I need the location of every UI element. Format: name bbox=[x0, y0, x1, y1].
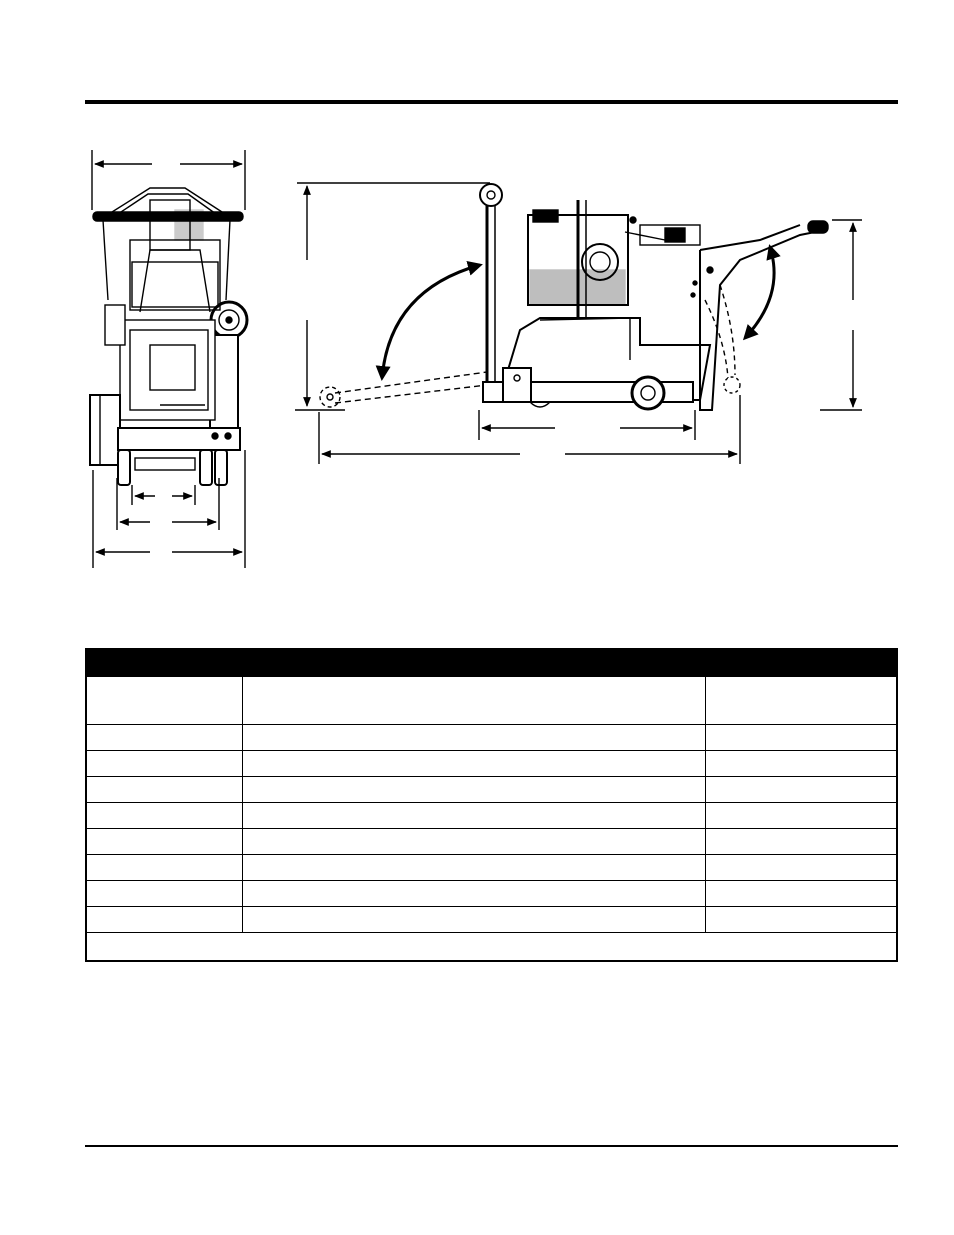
table-header-row bbox=[86, 649, 897, 677]
header-cell bbox=[242, 649, 705, 677]
table-cell bbox=[706, 855, 897, 881]
table-cell bbox=[242, 725, 705, 751]
front-view-illustration bbox=[90, 150, 247, 568]
table-row bbox=[86, 751, 897, 777]
table-row bbox=[86, 829, 897, 855]
table-cell bbox=[86, 907, 242, 933]
table-cell bbox=[242, 751, 705, 777]
table-cell bbox=[86, 677, 242, 725]
table-cell bbox=[242, 677, 705, 725]
table-cell bbox=[706, 803, 897, 829]
table-row bbox=[86, 803, 897, 829]
table-cell bbox=[242, 803, 705, 829]
table-cell bbox=[86, 725, 242, 751]
header-rule bbox=[85, 100, 898, 104]
table-cell bbox=[706, 881, 897, 907]
table-cell bbox=[86, 751, 242, 777]
dimensions-figure bbox=[0, 140, 954, 580]
table-footnote-row bbox=[86, 933, 897, 962]
table-cell bbox=[706, 829, 897, 855]
table-cell bbox=[242, 855, 705, 881]
table-cell bbox=[86, 829, 242, 855]
table-row bbox=[86, 725, 897, 751]
table-cell bbox=[706, 907, 897, 933]
side-view-illustration bbox=[295, 183, 862, 464]
header-cell bbox=[706, 649, 897, 677]
table-footnote bbox=[86, 933, 897, 962]
table-row bbox=[86, 855, 897, 881]
table-cell bbox=[86, 881, 242, 907]
table-cell bbox=[242, 829, 705, 855]
table-row bbox=[86, 777, 897, 803]
table-cell bbox=[86, 777, 242, 803]
footer-rule bbox=[85, 1145, 898, 1147]
table-cell bbox=[706, 725, 897, 751]
table-row bbox=[86, 881, 897, 907]
table-row bbox=[86, 907, 897, 933]
header-cell bbox=[86, 649, 242, 677]
specifications-table bbox=[85, 648, 898, 962]
table-cell bbox=[706, 777, 897, 803]
table-cell bbox=[86, 855, 242, 881]
table-cell bbox=[86, 803, 242, 829]
table-cell bbox=[706, 677, 897, 725]
table-cell bbox=[242, 881, 705, 907]
table-cell bbox=[706, 751, 897, 777]
table-cell bbox=[242, 777, 705, 803]
table-cell bbox=[242, 907, 705, 933]
table-row bbox=[86, 677, 897, 725]
